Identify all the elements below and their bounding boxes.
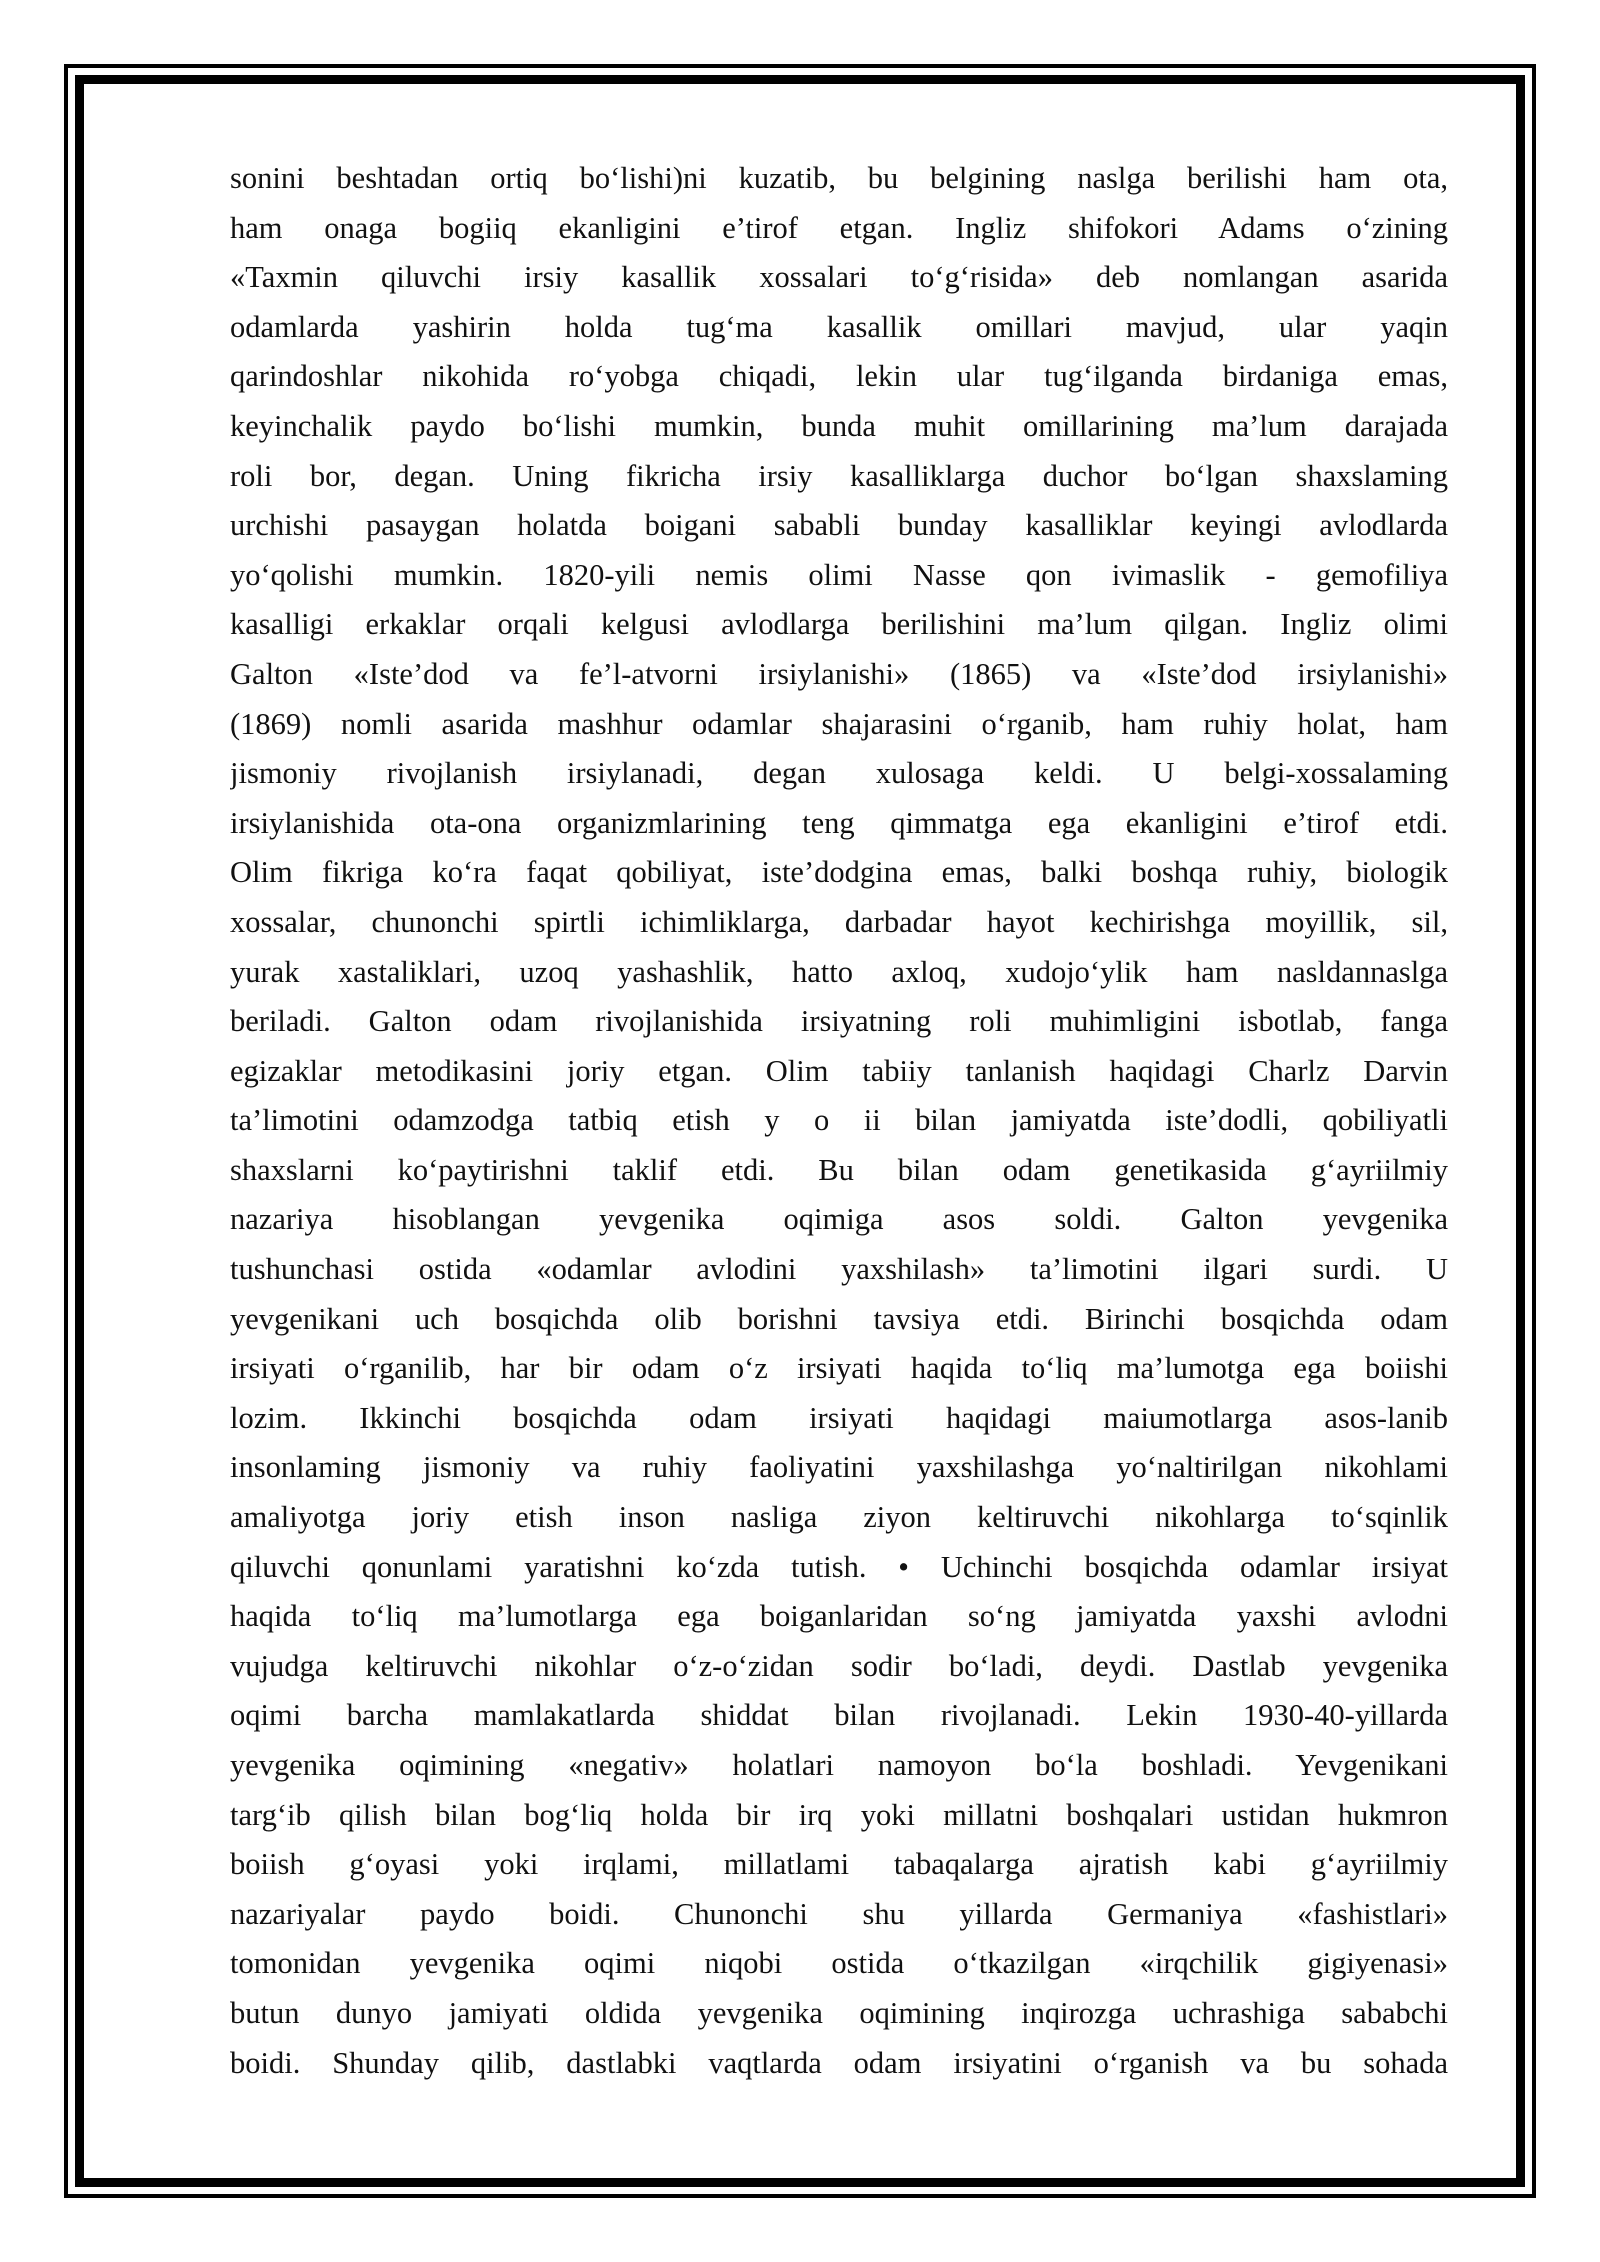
text-line: shaxslarni koʻpaytirishni taklif etdi. Bu bilan odam genetikasida gʻayriilmiy xyxy=(230,1152,1448,1187)
text-line: haqida toʻliq ma’lumotlarga ega boiganlaridan soʻng jamiyatda yaxshi avlodni xyxy=(230,1599,1448,1634)
text-line: keyinchalik paydo boʻlishi mumkin, bunda muhit omillarining ma’lum darajada xyxy=(230,408,1448,443)
text-line: nazariyalar paydo boidi. Chunonchi shu yillarda Germaniya «fashistlari» xyxy=(230,1896,1448,1931)
text-line: beriladi. Galton odam rivojlanishida irsiyatning roli muhimligini isbotlab, fanga xyxy=(230,1004,1448,1039)
text-line: yoʻqolishi mumkin. 1820-yili nemis olimi Nasse qon ivimaslik - gemofiliya xyxy=(230,557,1448,592)
text-line: Olim fikriga koʻra faqat qobiliyat, iste’dodgina emas, balki boshqa ruhiy, biologik xyxy=(230,855,1448,890)
text-line: qiluvchi qonunlami yaratishni koʻzda tutish. • Uchinchi bosqichda odamlar irsiyat xyxy=(230,1549,1448,1584)
text-line: yevgenika oqimining «negativ» holatlari namoyon boʻla boshladi. Yevgenikani xyxy=(230,1748,1448,1782)
text-line: lozim. Ikkinchi bosqichda odam irsiyati haqidagi maiumotlarga asos-lanib xyxy=(230,1400,1448,1435)
text-line: oqimi barcha mamlakatlarda shiddat bilan rivojlanadi. Lekin 1930-40-yillarda xyxy=(230,1698,1448,1733)
text-line: qarindoshlar nikohida roʻyobga chiqadi, lekin ular tugʻilganda birdaniga emas, xyxy=(230,359,1448,394)
text-line: ta’limotini odamzodga tatbiq etish y o ii bilan jamiyatda iste’dodli, qobiliyatli xyxy=(230,1103,1448,1138)
text-line: targʻib qilish bilan bogʻliq holda bir irq yoki millatni boshqalari ustidan hukmron xyxy=(230,1797,1448,1832)
text-line: yurak xastaliklari, uzoq yashashlik, hatto axloq, xudojoʻylik ham nasldannaslga xyxy=(230,954,1448,989)
text-line: nazariya hisoblangan yevgenika oqimiga asos soldi. Galton yevgenika xyxy=(230,1202,1448,1237)
text-line: xossalar, chunonchi spirtli ichimliklarga, darbadar hayot kechirishga moyillik, sil, xyxy=(230,904,1448,939)
text-line: egizaklar metodikasini joriy etgan. Olim tabiiy tanlanish haqidagi Charlz Darvin xyxy=(230,1053,1448,1088)
body-paragraph xyxy=(230,154,1448,2088)
text-line: jismoniy rivojlanish irsiylanadi, degan xulosaga keldi. U belgi-xossalaming xyxy=(230,756,1448,791)
text-line: irsiylanishida ota-ona organizmlarining teng qimmatga ega ekanligini e’tirof etdi. xyxy=(230,805,1448,840)
text-line: vujudga keltiruvchi nikohlar oʻz-oʻzidan sodir boʻladi, deydi. Dastlab yevgenika xyxy=(230,1648,1448,1683)
text-line: yevgenikani uch bosqichda olib borishni tavsiya etdi. Birinchi bosqichda odam xyxy=(230,1301,1448,1336)
text-line: (1869) nomli asarida mashhur odamlar shajarasini oʻrganib, ham ruhiy holat, ham xyxy=(230,706,1448,741)
text-line: urchishi pasaygan holatda boigani sababli bunday kasalliklar keyingi avlodlarda xyxy=(230,508,1448,543)
text-line: kasalligi erkaklar orqali kelgusi avlodlarga berilishini ma’lum qilgan. Ingliz olimi xyxy=(230,607,1448,642)
text-line: odamlarda yashirin holda tugʻma kasallik omillari mavjud, ular yaqin xyxy=(230,309,1448,344)
text-line: irsiyati oʻrganilib, har bir odam oʻz irsiyati haqida toʻliq ma’lumotga ega boiishi xyxy=(230,1351,1448,1386)
text-line: amaliyotga joriy etish inson nasliga ziyon keltiruvchi nikohlarga toʻsqinlik xyxy=(230,1500,1448,1535)
text-line: Galton «Iste’dod va fe’l-atvorni irsiylanishi» (1865) va «Iste’dod irsiylanishi» xyxy=(230,656,1448,691)
text-line: «Taxmin qiluvchi irsiy kasallik xossalari toʻgʻrisida» deb nomlangan asarida xyxy=(230,260,1448,295)
text-line: butun dunyo jamiyati oldida yevgenika oqimining inqirozga uchrashiga sababchi xyxy=(230,1995,1448,2030)
text-line: boiish gʻoyasi yoki irqlami, millatlami tabaqalarga ajratish kabi gʻayriilmiy xyxy=(230,1847,1448,1882)
text-line: tomonidan yevgenika oqimi niqobi ostida oʻtkazilgan «irqchilik gigiyenasi» xyxy=(230,1946,1448,1981)
text-line: ham onaga bogiiq ekanligini e’tirof etgan. Ingliz shifokori Adams oʻzining xyxy=(230,210,1448,245)
text-line: roli bor, degan. Uning fikricha irsiy kasalliklarga duchor boʻlgan shaxslaming xyxy=(230,458,1448,493)
text-line: insonlaming jismoniy va ruhiy faoliyatini yaxshilashga yoʻnaltirilgan nikohlami xyxy=(230,1450,1448,1485)
text-line: boidi. Shunday qilib, dastlabki vaqtlarda odam irsiyatini oʻrganish va bu sohada xyxy=(230,2045,1448,2080)
text-line: tushunchasi ostida «odamlar avlodini yaxshilash» ta’limotini ilgari surdi. U xyxy=(230,1252,1448,1287)
text-line: sonini beshtadan ortiq boʻlishi)ni kuzatib, bu belgining naslga berilishi ham ota, xyxy=(230,161,1448,195)
